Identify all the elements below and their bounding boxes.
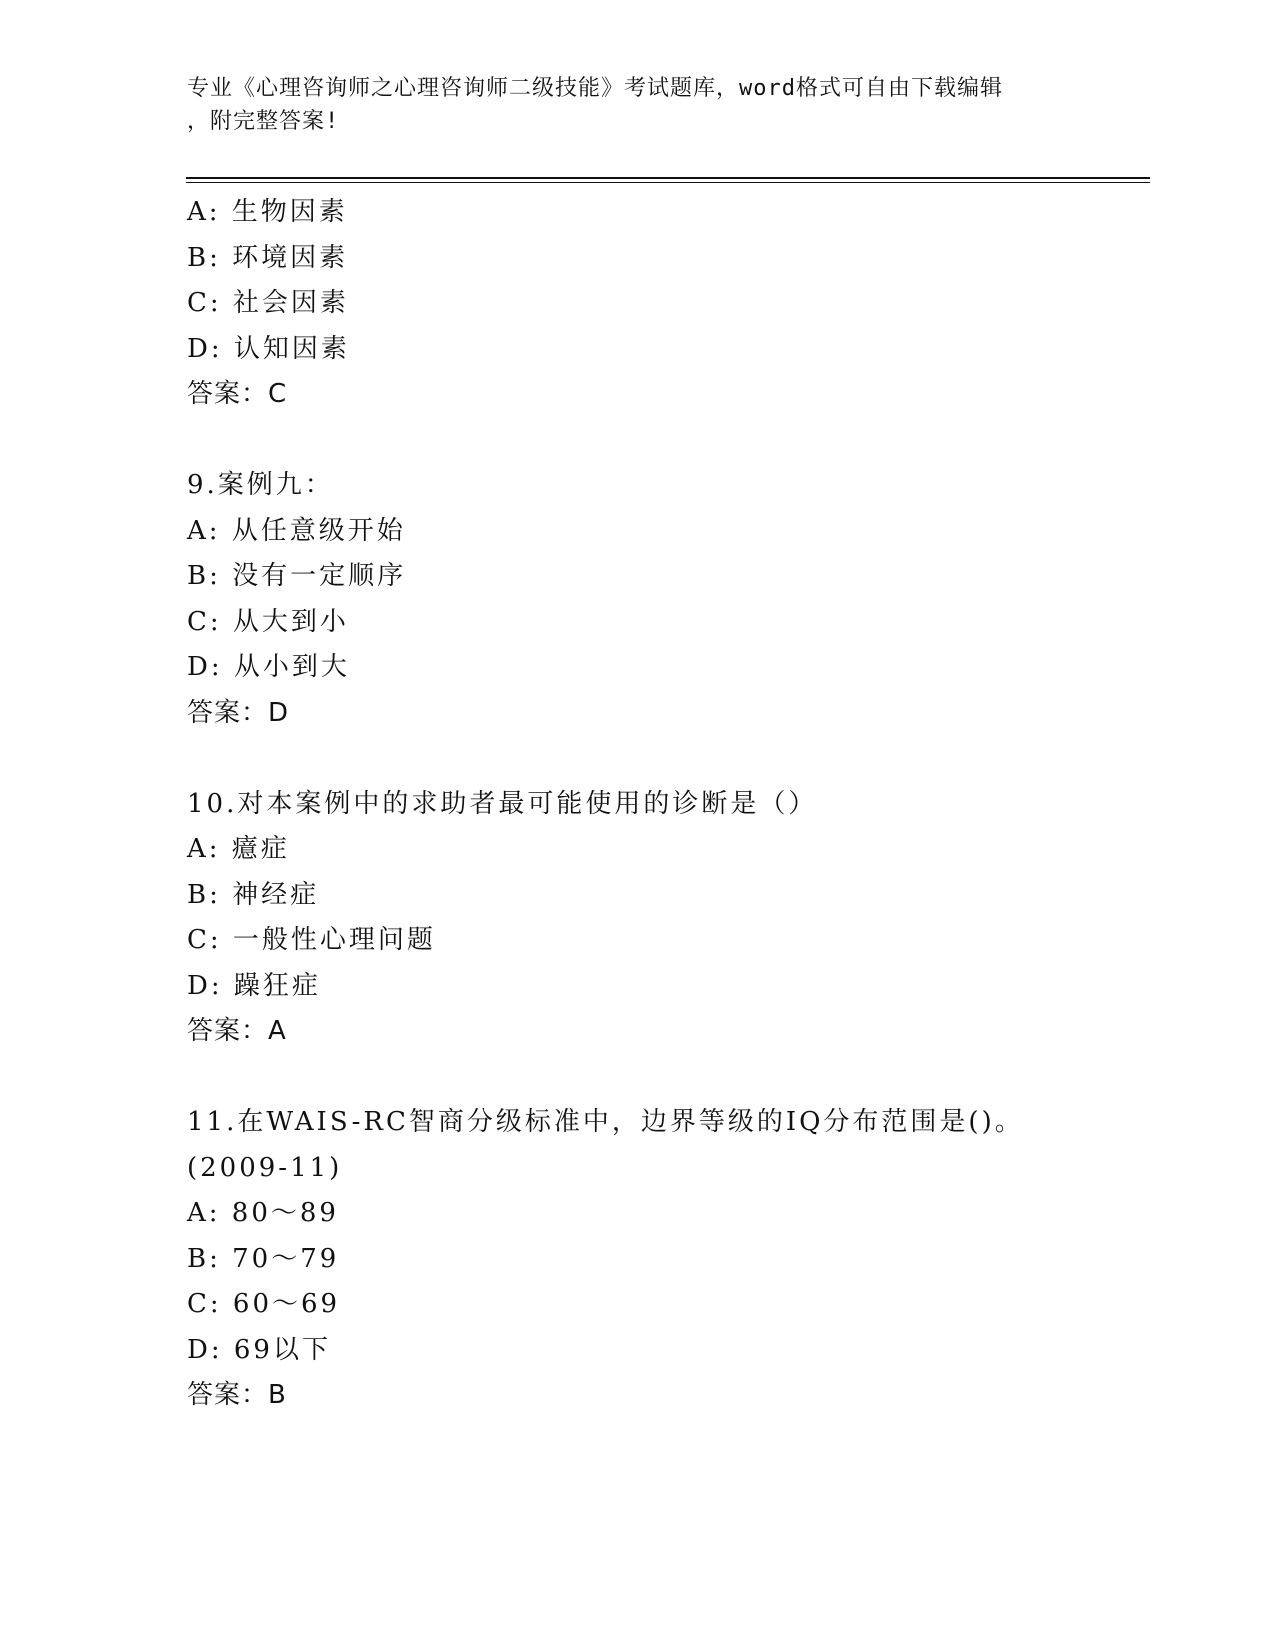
question-text: 11.在WAIS-RC智商分级标准中，边界等级的IQ分布范围是()。 bbox=[187, 1107, 1024, 1137]
option-c: C: 社会因素 bbox=[187, 288, 349, 318]
question-text-continued: (2009-11) bbox=[187, 1152, 343, 1183]
option-d: D: 从小到大 bbox=[187, 652, 350, 682]
answer-line: 答案：D bbox=[187, 697, 290, 728]
header-line-2: ，附完整答案! bbox=[187, 109, 340, 134]
question-text: 10.对本案例中的求助者最可能使用的诊断是（） bbox=[187, 788, 818, 819]
question-11 bbox=[187, 1100, 1147, 1419]
option-a: A: 从任意级开始 bbox=[187, 515, 406, 546]
question-10 bbox=[187, 782, 1147, 1055]
document-header bbox=[187, 72, 1087, 138]
header-divider-thick bbox=[186, 177, 1150, 179]
question-8 bbox=[187, 190, 1147, 418]
option-c: C: 从大到小 bbox=[187, 606, 349, 637]
option-a: A: 80～89 bbox=[187, 1198, 339, 1228]
answer-line: 答案：A bbox=[187, 1016, 287, 1046]
question-list bbox=[187, 190, 1147, 1419]
answer-line: 答案：B bbox=[187, 1380, 287, 1410]
option-a: A: 生物因素 bbox=[187, 197, 348, 227]
option-b: B: 70～79 bbox=[187, 1243, 340, 1274]
option-b: B: 没有一定顺序 bbox=[187, 561, 407, 591]
option-d: D: 认知因素 bbox=[187, 333, 350, 364]
header-line-1: 专业《心理咨询师之心理咨询师二级技能》考试题库，word格式可自由下载编辑 bbox=[187, 76, 1003, 101]
option-b: B: 神经症 bbox=[187, 879, 320, 910]
question-9 bbox=[187, 463, 1147, 736]
option-d: D: 69以下 bbox=[187, 1334, 331, 1365]
option-c: C: 一般性心理问题 bbox=[187, 925, 436, 955]
answer-line: 答案：C bbox=[187, 379, 288, 409]
option-b: B: 环境因素 bbox=[187, 242, 349, 273]
option-c: C: 60～69 bbox=[187, 1289, 341, 1319]
question-text: 9.案例九： bbox=[187, 470, 334, 500]
header-divider-thin bbox=[186, 182, 1150, 183]
option-a: A: 癔症 bbox=[187, 834, 290, 864]
option-d: D: 躁狂症 bbox=[187, 970, 321, 1001]
